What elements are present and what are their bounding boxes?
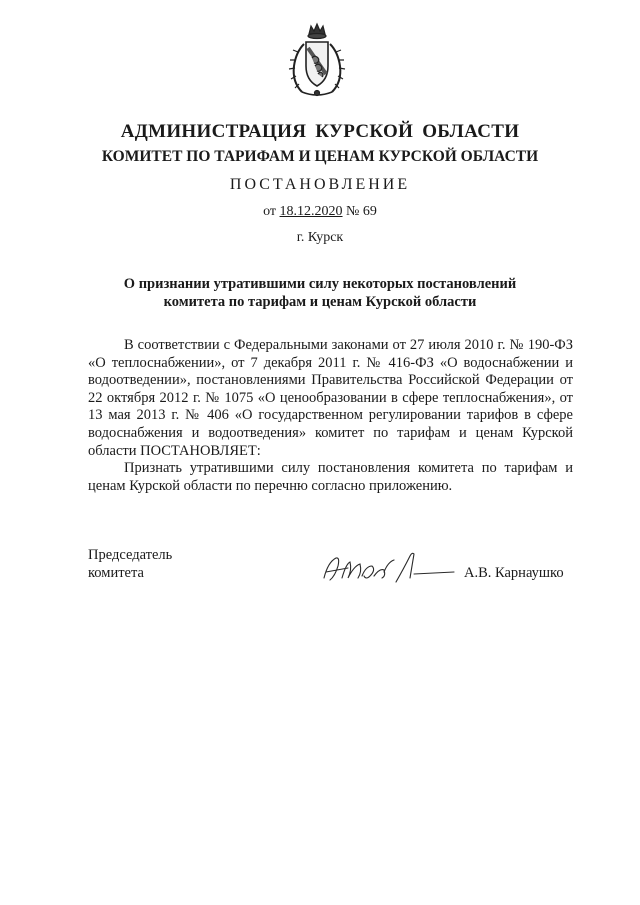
document-date: 18.12.2020 (279, 204, 343, 219)
signatory-title (88, 546, 172, 582)
subject-line-1: О признании утратившими силу некоторых постановлений (123, 276, 517, 292)
subject-line-2: комитета по тарифам и ценам Курской области (163, 294, 477, 310)
signatory-title-line-2: комитета (88, 565, 144, 581)
document-type: ПОСТАНОВЛЕНИЕ (229, 176, 411, 193)
date-number-line (0, 204, 640, 220)
organization-name: АДМИНИСТРАЦИЯ КУРСКОЙ ОБЛАСТИ (120, 121, 520, 142)
date-prefix: от (263, 204, 277, 219)
handwritten-signature (318, 548, 458, 588)
document-subject (0, 275, 640, 311)
signatory-title-line-1: Председатель (88, 547, 173, 563)
signatory-name: А.В. Карнаушко (464, 565, 564, 581)
committee-name: КОМИТЕТ ПО ТАРИФАМ И ЦЕНАМ КУРСКОЙ ОБЛАСТИ (101, 148, 539, 165)
coat-of-arms-icon (282, 22, 352, 98)
body-paragraph-2: Признать утратившими силу постановления комитета по тарифам и ценам Курской области по перечню согласно приложению. (88, 460, 573, 494)
document-body (88, 337, 573, 495)
document-city: г. Курск (296, 230, 344, 245)
document-number: № 69 (346, 204, 377, 219)
body-paragraph-1: В соответствии с Федеральными законами от 27 июля 2010 г. № 190-ФЗ «О теплоснабжении», от 7 декабря 2011 г. № 416-ФЗ «О водоснабжении и водоотведении», постановлениями Правительства Российской Федерации от 22 октября 2012 г. № 1075 «О ценообразовании в сфере теплоснабжения», от 13 мая 2013 г. № 406 «О государственном регулировании тарифов в сфере водоснабжения и водоотведения» комитет по тарифам и ценам Курской области ПОСТАНОВЛЯЕТ: (88, 337, 573, 459)
